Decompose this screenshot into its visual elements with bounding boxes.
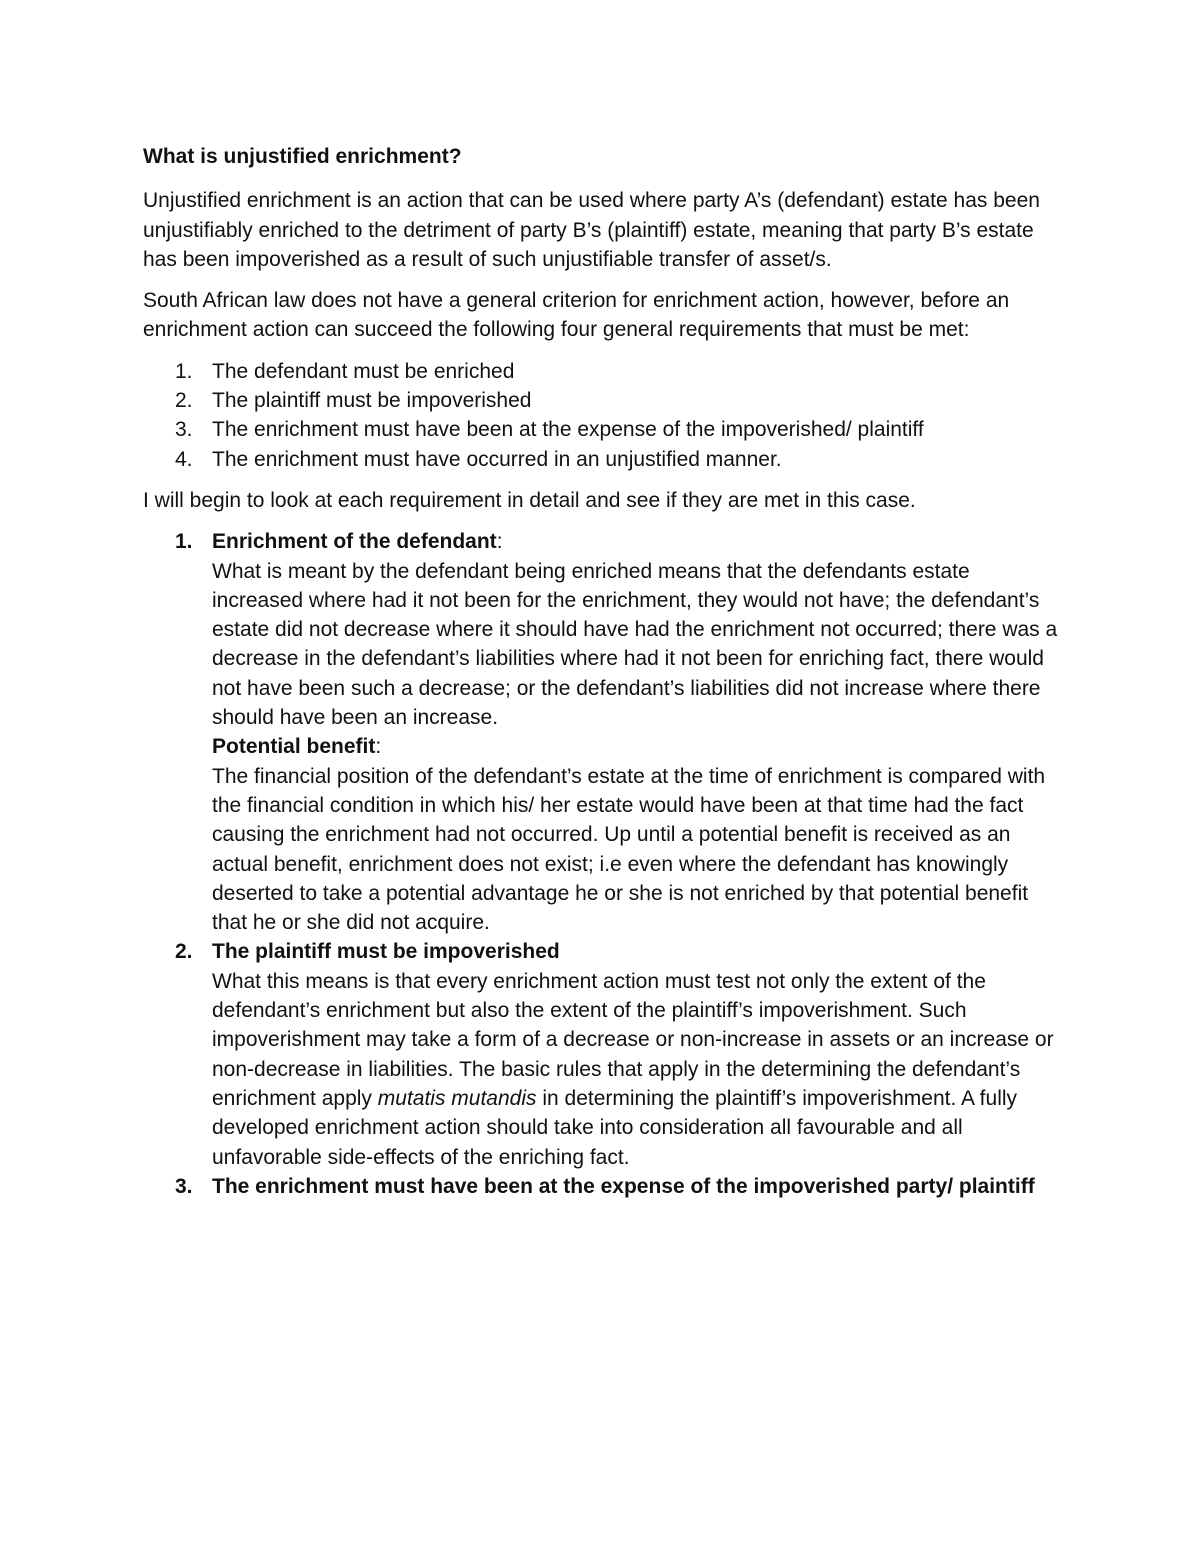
- detail-item-impoverished: [143, 937, 1058, 1171]
- intro-paragraph: Unjustified enrichment is an action that can be used where party A’s (defendant) estate has been unjustifiably enriched to the detriment of party B’s (plaintiff) estate, meaning that party B’s estate has been impoverished as a result of such unjustifiable transfer of asset/s.: [143, 189, 1040, 271]
- list-item-text: The enrichment must have occurred in an unjustified manner.: [212, 447, 782, 471]
- detail-sub-body: The financial position of the defendant’s estate at the time of enrichment is compared with the financial condition in which his/ her estate would have been at that time had the fact causing the enrichment had not occurred. Up until a potential benefit is received as an actual benefit, enrichment does not exist; i.e even where the defendant has knowingly deserted to take a potential advantage he or she is not enriched by that potential benefit that he or she did not acquire.: [212, 764, 1046, 935]
- requirements-list: [143, 357, 1058, 474]
- begin-paragraph: I will begin to look at each requirement in detail and see if they are met in this case.: [143, 488, 916, 512]
- detail-title: The plaintiff must be impoverished: [212, 940, 560, 964]
- detail-body-italic: mutatis mutandis: [377, 1086, 537, 1110]
- list-number: 2.: [175, 940, 193, 964]
- list-item-text: The plaintiff must be impoverished: [212, 389, 532, 413]
- detail-body-part: in determining the plaintiff’s impoverishment. A fully developed enrichment action should take into consideration all favourable and all unfavorable side-effects of the enriching fact.: [212, 1086, 1018, 1169]
- criterion-paragraph: South African law does not have a general criterion for enrichment action, however, before an enrichment action can succeed the following four general requirements that must be met:: [143, 289, 1010, 342]
- detail-subtitle-line: [212, 732, 1058, 761]
- list-item: [143, 445, 1058, 474]
- detail-body: [212, 967, 1058, 1172]
- detail-title: Enrichment of the defendant: [212, 530, 497, 554]
- list-number: 1.: [175, 530, 193, 554]
- list-item-text: The enrichment must have been at the expense of the impoverished/ plaintiff: [212, 418, 924, 442]
- list-item-text: The defendant must be enriched: [212, 359, 515, 383]
- detail-body: What is meant by the defendant being enriched means that the defendants estate increased where had it not been for the enrichment, they would not have; the defendant’s estate did not decrease where it should have had the enrichment not occurred; there was a decrease in the defendant’s liabilities where had it not been for enriching fact, there would not have been such a decrease; or the defendant’s liabilities did not increase where there should have been an increase.: [212, 559, 1058, 730]
- detail-item-enrichment: [143, 527, 1058, 937]
- list-number: 2.: [175, 389, 193, 413]
- detail-subtitle: Potential benefit: [212, 735, 376, 759]
- list-number: 1.: [175, 359, 193, 383]
- list-item: [143, 415, 1058, 444]
- list-number: 3.: [175, 1174, 193, 1198]
- document-page: [143, 142, 1058, 1213]
- detail-title-suffix: :: [496, 530, 503, 554]
- detail-title: The enrichment must have been at the expense of the impoverished party/ plaintiff: [212, 1174, 1035, 1198]
- requirement-details-list: [143, 527, 1058, 1201]
- list-item: [143, 357, 1058, 386]
- detail-title-line: [212, 527, 1058, 556]
- list-number: 4.: [175, 447, 193, 471]
- document-heading: What is unjustified enrichment?: [143, 145, 462, 168]
- detail-body-part: What this means is that every enrichment action must test not only the extent of the defendant’s enrichment but also the extent of the plaintiff’s impoverishment. Such impoverishment may take a form of a decrease or non-increase in assets or an increase or non-decrease in liabilities. The basic rules that apply in the determining the defendant’s enrichment apply: [212, 969, 1054, 1110]
- detail-item-expense: [143, 1172, 1058, 1201]
- list-number: 3.: [175, 418, 193, 442]
- list-item: [143, 386, 1058, 415]
- detail-subtitle-suffix: :: [375, 735, 382, 759]
